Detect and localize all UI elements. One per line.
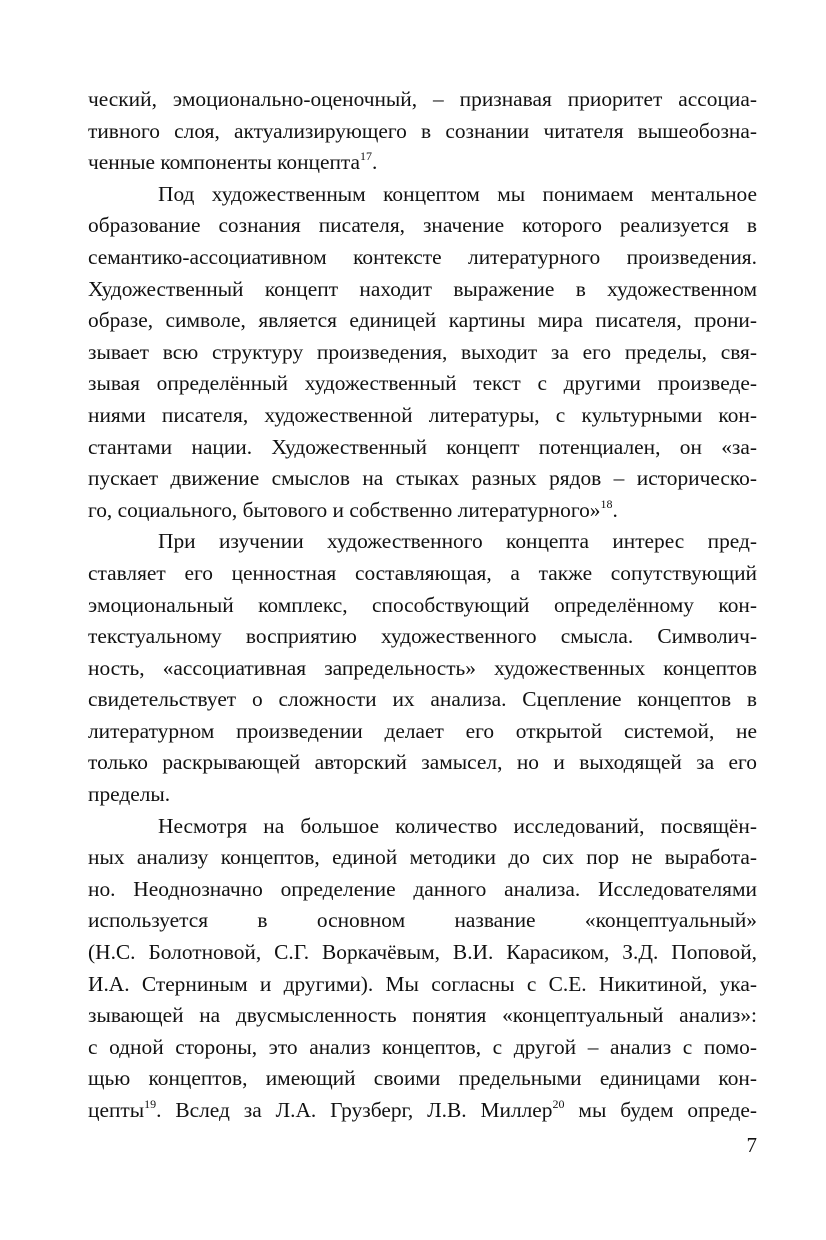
text-line: текстуальному восприятию художественного смысла. Символич- <box>88 624 757 649</box>
text-fragment: . <box>612 497 618 522</box>
text-fragment: мы будем опреде- <box>564 1098 757 1122</box>
text-line: Художественный концепт находит выражение в художественном <box>88 276 757 301</box>
footnote-ref: 18 <box>600 496 613 511</box>
text-line <box>88 1095 757 1127</box>
footnote-ref: 20 <box>552 1097 565 1111</box>
text-line: используется в основном название «концептуальный» <box>88 908 757 933</box>
text-line: зывающей на двусмысленность понятия «концептуальный анализ»: <box>88 1003 757 1028</box>
text-fragment: ченные компоненты концепта <box>88 150 361 175</box>
text-line <box>88 147 757 179</box>
footnote-ref: 19 <box>144 1097 157 1111</box>
text-line: образе, символе, является единицей картины мира писателя, прони- <box>88 308 757 333</box>
text-line: щью концептов, имеющий своими предельными единицами кон- <box>88 1066 757 1091</box>
text-line: При изучении художественного концепта интерес пред- <box>158 529 757 554</box>
paragraph-1 <box>88 84 757 179</box>
text-line: зывая определённый художественный текст с другими произведе- <box>88 371 757 396</box>
text-line: только раскрывающей авторский замысел, но и выходящей за его <box>88 750 757 775</box>
text-line: пределы. <box>88 782 171 807</box>
text-line: ность, «ассоциативная запредельность» художественных концептов <box>88 655 757 680</box>
text-line: ческий, эмоционально-оценочный, – признавая приоритет ассоциа- <box>88 87 757 111</box>
text-line: Несмотря на большое количество исследований, посвящён- <box>158 813 757 838</box>
page-number: 7 <box>746 1133 757 1157</box>
text-line <box>88 495 757 527</box>
text-line: но. Неоднозначно определение данного анализа. Исследователями <box>88 876 757 901</box>
text-line: литературном произведении делает его открытой системой, не <box>88 718 757 743</box>
text-fragment: го, социального, бытового и собственно литературного» <box>88 497 601 522</box>
text-line: (Н.С. Болотновой, С.Г. Воркачёвым, В.И. Карасиком, З.Д. Поповой, <box>88 940 757 965</box>
text-line: ных анализу концептов, единой методики до сих пор не выработа- <box>88 845 757 870</box>
paragraph-2 <box>88 179 757 527</box>
text-line: ставляет его ценностная составляющая, а также сопутствующий <box>88 560 757 585</box>
text-line: семантико-ассоциативном контексте литературного произведения. <box>88 244 757 269</box>
text-line: с одной стороны, это анализ концептов, с другой – анализ с помо- <box>88 1034 757 1059</box>
text-line: пускает движение смыслов на стыках разных рядов – историческо- <box>88 466 757 491</box>
text-line: стантами нации. Художественный концепт потенциален, он «за- <box>88 434 757 459</box>
text-line: образование сознания писателя, значение которого реализуется в <box>88 213 757 238</box>
text-line: Под художественным концептом мы понимаем ментальное <box>158 181 757 206</box>
text-line: зывает всю структуру произведения, выходит за его пределы, свя- <box>88 339 757 364</box>
text-line: И.А. Стерниным и другими). Мы согласны с С.Е. Никитиной, ука- <box>88 971 757 996</box>
text-line: эмоциональный комплекс, способствующий определённому кон- <box>88 592 757 617</box>
text-fragment: . Вслед за Л.А. Грузберг, Л.В. Миллер <box>156 1098 553 1122</box>
text-line: свидетельствует о сложности их анализа. Сцепление концептов в <box>88 687 757 712</box>
paragraph-3 <box>88 526 757 810</box>
text-fragment: . <box>372 150 378 175</box>
footnote-ref: 17 <box>360 149 373 164</box>
document-page <box>88 84 757 1127</box>
text-fragment: цепты <box>88 1098 145 1122</box>
paragraph-4 <box>88 811 757 1127</box>
text-line: тивного слоя, актуализирующего в сознании читателя вышеобозна- <box>88 118 757 143</box>
text-line: ниями писателя, художественной литературы, с культурными кон- <box>88 402 757 427</box>
